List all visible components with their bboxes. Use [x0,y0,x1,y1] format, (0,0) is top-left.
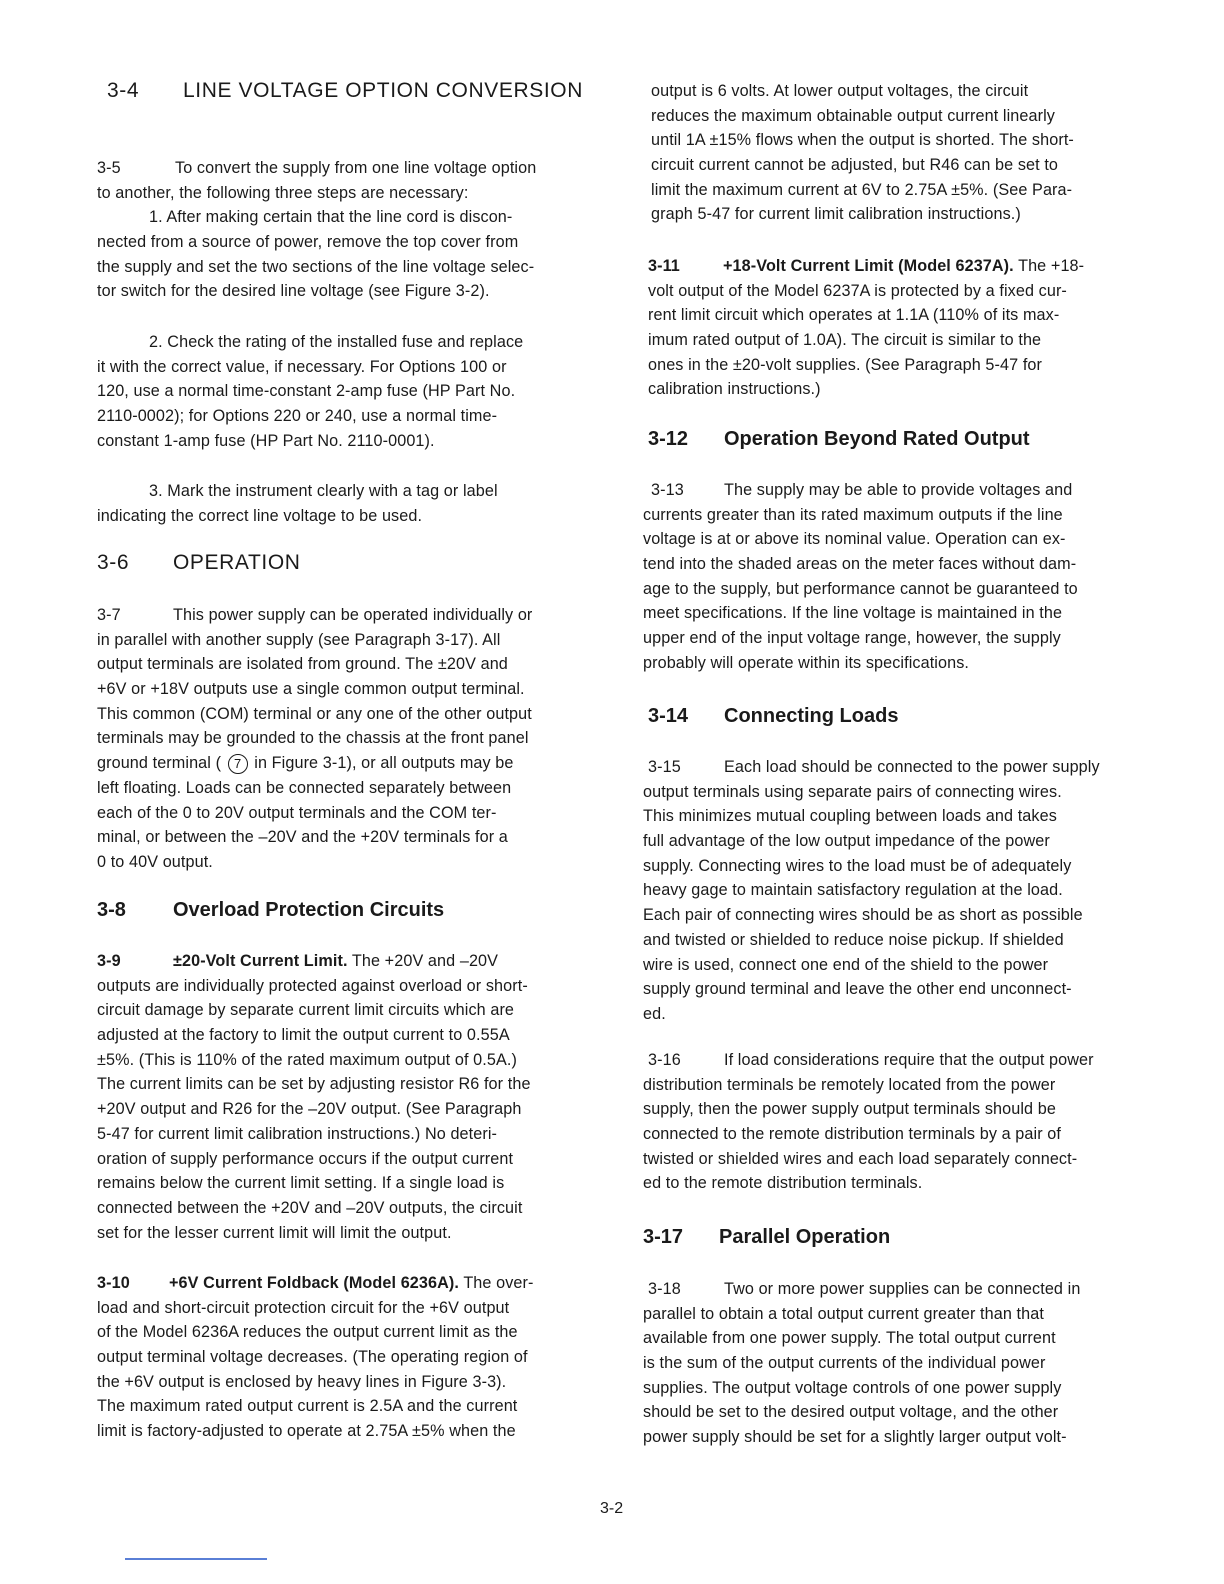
paragraph-3-11: 3-11 +18-Volt Current Limit (Model 6237A). The +18- volt output of the Model 6237A is protected by a fixed cur- rent limit circuit which operates at 1.1A (110% of its max- imum rated output of 1.0A). The circuit is similar to the ones in the ±20-volt supplies. (See Paragraph 5-47 for calibration instructions.) [648,257,1085,399]
section-heading-3-17: 3-17 Parallel Operation [643,1226,891,1248]
scan-edge-mark [125,1558,267,1560]
paragraph-3-13: 3-13 The supply may be able to provide voltages and currents greater than its rated maximum outputs if the line voltage is at or above its nominal value. Operation can ex- tend into the shaded areas on the meter faces without dam- age to the supply, but performance cannot be guaranteed to meet specifications. If the line voltage is maintained in the upper end of the input voltage range, however, the supply probably will operate within its specifications. [643,481,1078,672]
section-heading-3-4: 3-4 LINE VOLTAGE OPTION CONVERSION [107,79,583,102]
paragraph-3-9: 3-9 ±20-Volt Current Limit. The +20V and –20V outputs are individually protected against overload or short- circuit damage by separate current limit circuits which are adjusted at the factory to limit the output current to 0.55A ±5%. (This is 110% of the rated maximum output of 0.5A.) The current limits can be set by adjusting resistor R6 for the +20V output and R26 for the –20V output. (See Paragraph 5-47 for current limit calibration instructions.) No deteri- oration of supply performance occurs if the output current remains below the current limit setting. If a single load is connected between the +20V and –20V outputs, the circuit set for the lesser current limit will limit the output. [97,952,531,1242]
paragraph-3-18: 3-18 Two or more power supplies can be connected in parallel to obtain a total output current greater than that available from one power supply. The total output current is the sum of the output currents of the individual power supplies. The output voltage controls of one power supply should be set to the desired output voltage, and the other power supply should be set for a slightly larger output volt- [643,1280,1081,1447]
page-number: 3-2 [600,1500,624,1517]
paragraph-3-15: 3-15 Each load should be connected to the power supply output terminals using separate pairs of connecting wires. This minimizes mutual coupling between loads and takes full advantage of the low output impedance of the power supply. Connecting wires to the load must be of adequately heavy gage to maintain satisfactory regulation at the load. Each pair of connecting wires should be as short as possible and twisted or shielded to reduce noise pickup. If shielded wire is used, connect one end of the shield to the power supply ground terminal and leave the other end unconnect- ed. [643,758,1100,1023]
paragraph-3-7: 3-7 This power supply can be operated individually or in parallel with another supply (see Paragraph 3-17). All output terminals are isolated from ground. The ±20V and +6V or +18V outputs use a single common output terminal. This common (COM) terminal or any one of the other output terminals may be grounded to the chassis at the front panel ground terminal ( 7 in Figure 3-1), or all outputs may be left floating. Loads can be connected separately between each of the 0 to 20V output terminals and the COM ter- minal, or between the –20V and the +20V terminals for a 0 to 40V output. [97,606,533,871]
section-heading-3-6: 3-6 OPERATION [97,551,301,574]
step-2: 2. Check the rating of the installed fuse and replace it with the correct value, if necessary. For Options 100 or 120, use a normal time-constant 2-amp fuse (HP Part No. 2110-0002); for Options 220 or 240, use a normal time- constant 1-amp fuse (HP Part No. 2110-0001). [97,333,524,450]
section-heading-3-12: 3-12 Operation Beyond Rated Output [648,428,1030,450]
section-heading-3-14: 3-14 Connecting Loads [648,705,899,727]
paragraph-3-10-continued: output is 6 volts. At lower output voltages, the circuit reduces the maximum obtainable output current linearly until 1A ±15% flows when the output is shorted. The short- circuit current cannot be adjusted, but R46 can be set to limit the maximum current at 6V to 2.75A ±5%. (See Para- graph 5-47 for current limit calibration instructions.) [651,82,1074,224]
step-3: 3. Mark the instrument clearly with a tag or label indicating the correct line voltage to be used. [97,482,498,525]
section-heading-3-8: 3-8 Overload Protection Circuits [97,899,445,921]
paragraph-3-5: 3-5 To convert the supply from one line voltage option to another, the following three steps are necessary: 1. After making certain that the line cord is discon- nected from a source of power, remove the top cover from the supply and set the two sections of the line voltage selec- tor switch for the desired line voltage (see Figure 3-2). [97,159,537,301]
callout-7-icon: 7 [228,754,248,774]
paragraph-3-16: 3-16 If load considerations require that the output power distribution terminals be remotely located from the power supply, then the power supply output terminals should be connected to the remote distribution terminals by a pair of twisted or shielded wires and each load separately connect- ed to the remote distribution terminals. [643,1051,1094,1193]
paragraph-3-10: 3-10 +6V Current Foldback (Model 6236A). The over- load and short-circuit protection circuit for the +6V output of the Model 6236A reduces the output current limit as the output terminal voltage decreases. (The operating region of the +6V output is enclosed by heavy lines in Figure 3-3). The maximum rated output current is 2.5A and the current limit is factory-adjusted to operate at 2.75A ±5% when the [97,1274,534,1441]
